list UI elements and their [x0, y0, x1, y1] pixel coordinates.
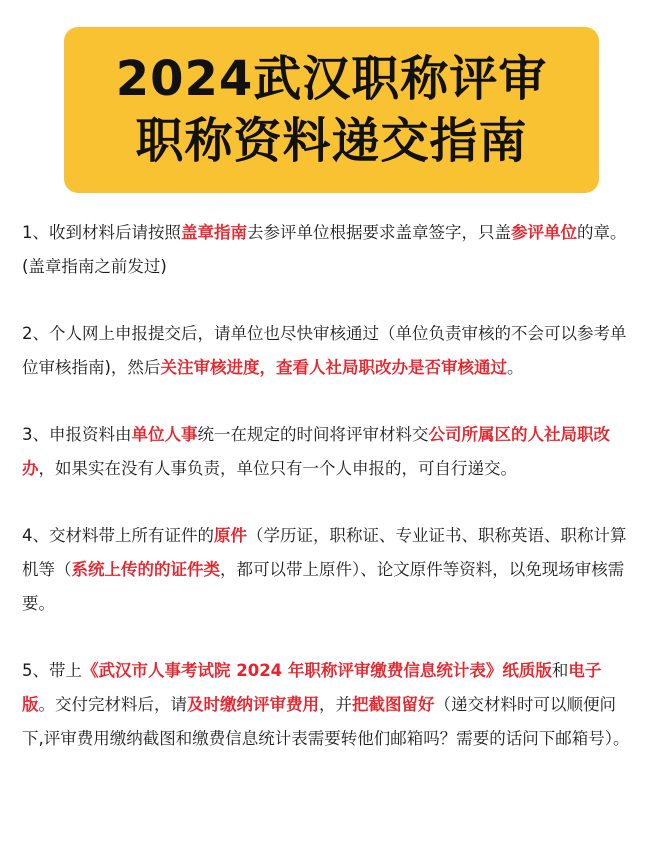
- highlighted-text: 系统上传的的证件类: [71, 560, 220, 579]
- highlighted-text: 单位人事: [131, 425, 198, 444]
- body-text: 统一在规定的时间将评审材料交: [197, 425, 429, 444]
- body-text: ，都可以带上原件）、论文原件等资料，以免现场审核需要。: [22, 560, 625, 613]
- body-text: 5、带上: [22, 661, 82, 680]
- body-text: 和: [551, 661, 569, 680]
- body-text: 2、个人网上申报提交后，请单位也尽快审核通过（单位负责审核的不会可以参考单位审核指南)，然后: [22, 324, 627, 377]
- instruction-paragraph-4: [22, 519, 632, 621]
- instruction-paragraph-1: [22, 216, 632, 284]
- body-text: 。交付完材料后，请: [38, 695, 187, 714]
- highlighted-text: 原件: [214, 526, 247, 545]
- highlighted-text: 关注审核进度，查看人社局职改办是否审核通过: [160, 358, 507, 377]
- title-line-2: 职称资料递交指南: [135, 113, 528, 169]
- highlighted-text: 电子版: [22, 661, 602, 714]
- body-text: ，并: [319, 695, 352, 714]
- instruction-paragraph-3: [22, 418, 632, 486]
- highlighted-text: 及时缴纳评审费用: [187, 695, 319, 714]
- body-text: 去参评单位根据要求盖章签字，只盖: [247, 223, 511, 242]
- body-text: （学历证，职称证、专业证书、职称英语、职称计算机等（: [22, 526, 627, 579]
- body-text: 3、申报资料由: [22, 425, 132, 444]
- highlighted-text: 《武汉市人事考试院 2024 年职称评审缴费信息统计表》纸质版: [82, 661, 552, 680]
- body-text: ，如果实在没有人事负责，单位只有一个人申报的，可自行递交。: [38, 459, 517, 478]
- body-text: 的章。(盖章指南之前发过): [22, 223, 627, 276]
- highlighted-text: 参评单位: [511, 223, 577, 242]
- body-text: 。: [506, 358, 524, 377]
- highlighted-text: 公司所属区的人社局职改办: [22, 425, 610, 478]
- title-line-1: 2024武汉职称评审: [115, 51, 548, 107]
- body-text: 4、交材料带上所有证件的: [22, 526, 214, 545]
- instruction-paragraph-2: [22, 317, 632, 385]
- title-banner: [64, 27, 599, 193]
- body-text: 1、收到材料后请按照: [22, 223, 181, 242]
- instructions-content: [22, 216, 632, 756]
- instruction-paragraph-5: [22, 654, 632, 756]
- highlighted-text: 盖章指南: [181, 223, 247, 242]
- highlighted-text: 把截图留好: [352, 695, 435, 714]
- body-text: （递交材料时可以顺便问下,评审费用缴纳截图和缴费信息统计表需要转他们邮箱吗？需要的话问下邮箱号）。: [22, 695, 630, 748]
